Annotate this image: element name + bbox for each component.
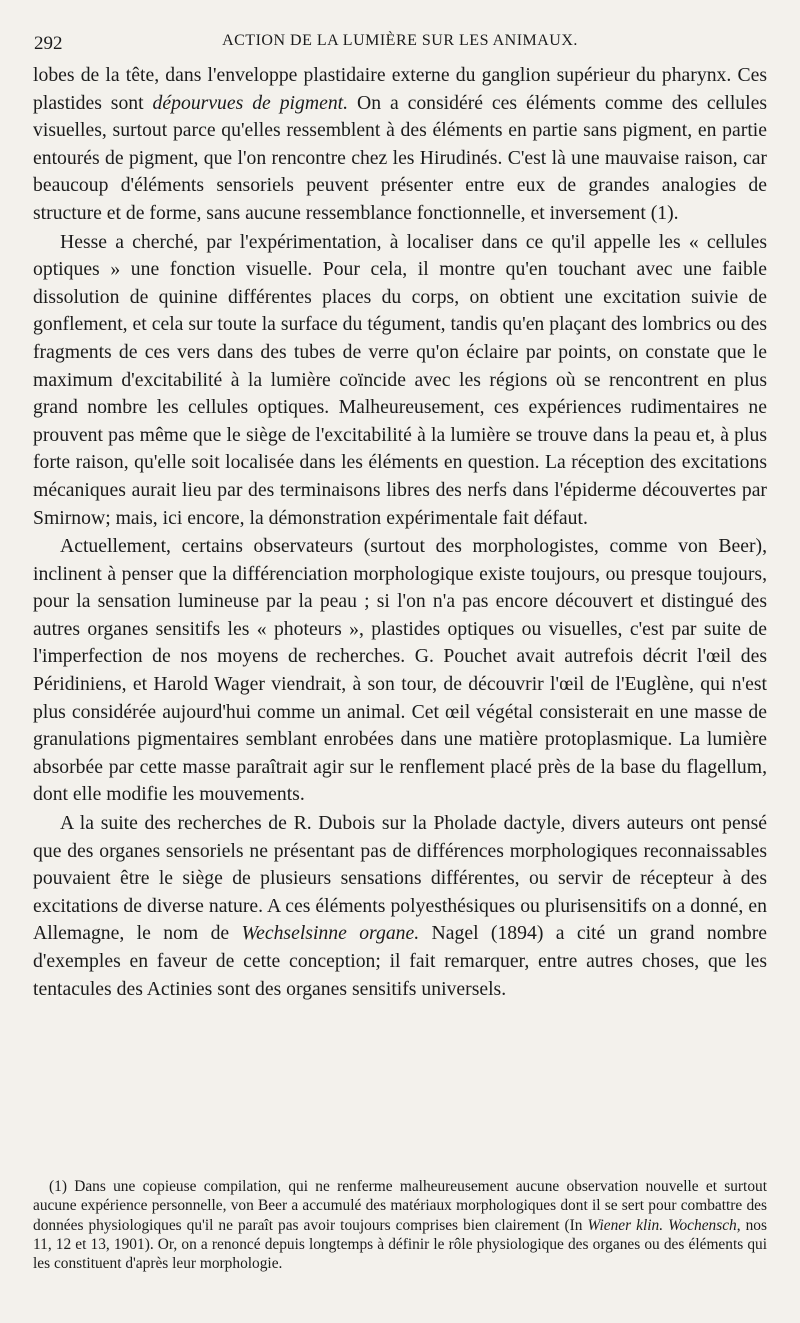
- footnote-text-a: (1) Dans une copieuse compilation, qui ne renferme malheureusement aucune observation nouvelle et surtout aucune expérience personnelle, von Beer a accumulé des matériaux morphologiques dont il se sert pour combattre des données physiologiques qu'il ne paraît pas avoir toujours comprises bien clairement (In: [33, 1178, 767, 1234]
- paragraph-3: Actuellement, certains observateurs (surtout des morphologistes, comme von Beer), inclinent à penser que la différenciation morphologique existe toujours, ou presque toujours, pour la sensation lumineuse par la peau ; si l'on n'a pas encore découvert et distingué des autres organes sensitifs les « photeurs », plastides optiques ou visuelles, c'est par suite de l'imperfection de nos moyens de recherches. G. Pouchet avait autrefois décrit l'œil des Péridiniens, et Harold Wager viendrait, à son tour, de découvrir l'œil de l'Euglène, qui n'est plus considérée aujourd'hui comme un animal. Cet œil végétal consisterait en une masse de granulations pigmentaires semblant enrobées dans une matière protoplasmique. La lumière absorbée par cette masse paraîtrait agir sur le renflement placé près de la base du flagellum, dont elle modifie les mouvements.: [33, 535, 767, 806]
- body-text: [33, 62, 767, 1003]
- footnote-text-b: , nos 11, 12 et 13, 1901). Or, on a renoncé depuis longtemps à définir le rôle physiologique des organes ou des éléments qui les constituent d'après leur morphologie.: [33, 1216, 767, 1273]
- paragraph-4-italic: Wechselsinne organe.: [241, 922, 420, 945]
- paragraph-1: [33, 62, 767, 228]
- footnote-1: [33, 1177, 767, 1273]
- footnote: [33, 1177, 767, 1273]
- footnote-italic: Wiener klin. Wochensch: [587, 1216, 737, 1234]
- paragraph-4-text-a: A la suite des recherches de R. Dubois sur la Pholade dactyle, divers auteurs ont pensé que des organes sensoriels ne présentant pas de différences morphologiques reconnaissables pouvaient être le siège de plusieurs sensations différentes, ou servir de récepteur à des excitations de diverse nature. A ces éléments polyesthésiques ou plurisensitifs on a donné, en Allemagne, le nom de: [33, 812, 767, 945]
- paragraph-1-italic: dépourvues de pigment.: [152, 91, 349, 114]
- paragraph-1-text-a: lobes de la tête, dans l'enveloppe plastidaire externe du ganglion supérieur du pharynx. Ces plastides sont: [33, 64, 767, 114]
- paragraph-4-text-b: Nagel (1894) a cité un grand nombre d'exemples en faveur de cette conception; il fait remarquer, entre autres choses, que les tentacules des Actinies sont des organes sensitifs universels.: [33, 922, 767, 1000]
- running-title: ACTION DE LA LUMIÈRE SUR LES ANIMAUX.: [222, 32, 578, 49]
- paragraph-1-text-b: On a considéré ces éléments comme des cellules visuelles, surtout parce qu'elles ressemblent à des éléments en partie sans pigment, en partie entourés de pigment, que l'on rencontre chez les Hirudinés. C'est là une mauvaise raison, car beaucoup d'éléments sensoriels peuvent présenter entre eux de grandes analogies de structure et de forme, sans aucune ressemblance fonctionnelle, et inversement (1).: [33, 91, 768, 224]
- page-header: [30, 30, 770, 56]
- page-number: 292: [34, 33, 63, 54]
- paragraph-2: Hesse a cherché, par l'expérimentation, à localiser dans ce qu'il appelle les « cellules optiques » une fonction visuelle. Pour cela, il montre qu'en touchant avec une faible dissolution de quinine différentes places du corps, on obtient une excitation suivie de gonflement, et cela sur toute la surface du tégument, tandis qu'en plaçant des lombrics ou des fragments de ces vers dans des tubes de verre qu'on éclaire par points, on constate que le maximum d'excitabilité à la lumière coïncide avec les régions où se rencontrent en plus grand nombre les cellules optiques. Malheureusement, ces expériences rudimentaires ne prouvent pas même que le siège de l'excitabilité à la lumière se trouve dans la peau et, à plus forte raison, qu'elle soit localisée dans les éléments en question. La réception des excitations mécaniques aurait lieu par des terminaisons libres des nerfs dans l'épiderme découvertes par Smirnow; mais, ici encore, la démonstration expérimentale fait défaut.: [33, 230, 767, 529]
- paragraph-4: [33, 810, 767, 1003]
